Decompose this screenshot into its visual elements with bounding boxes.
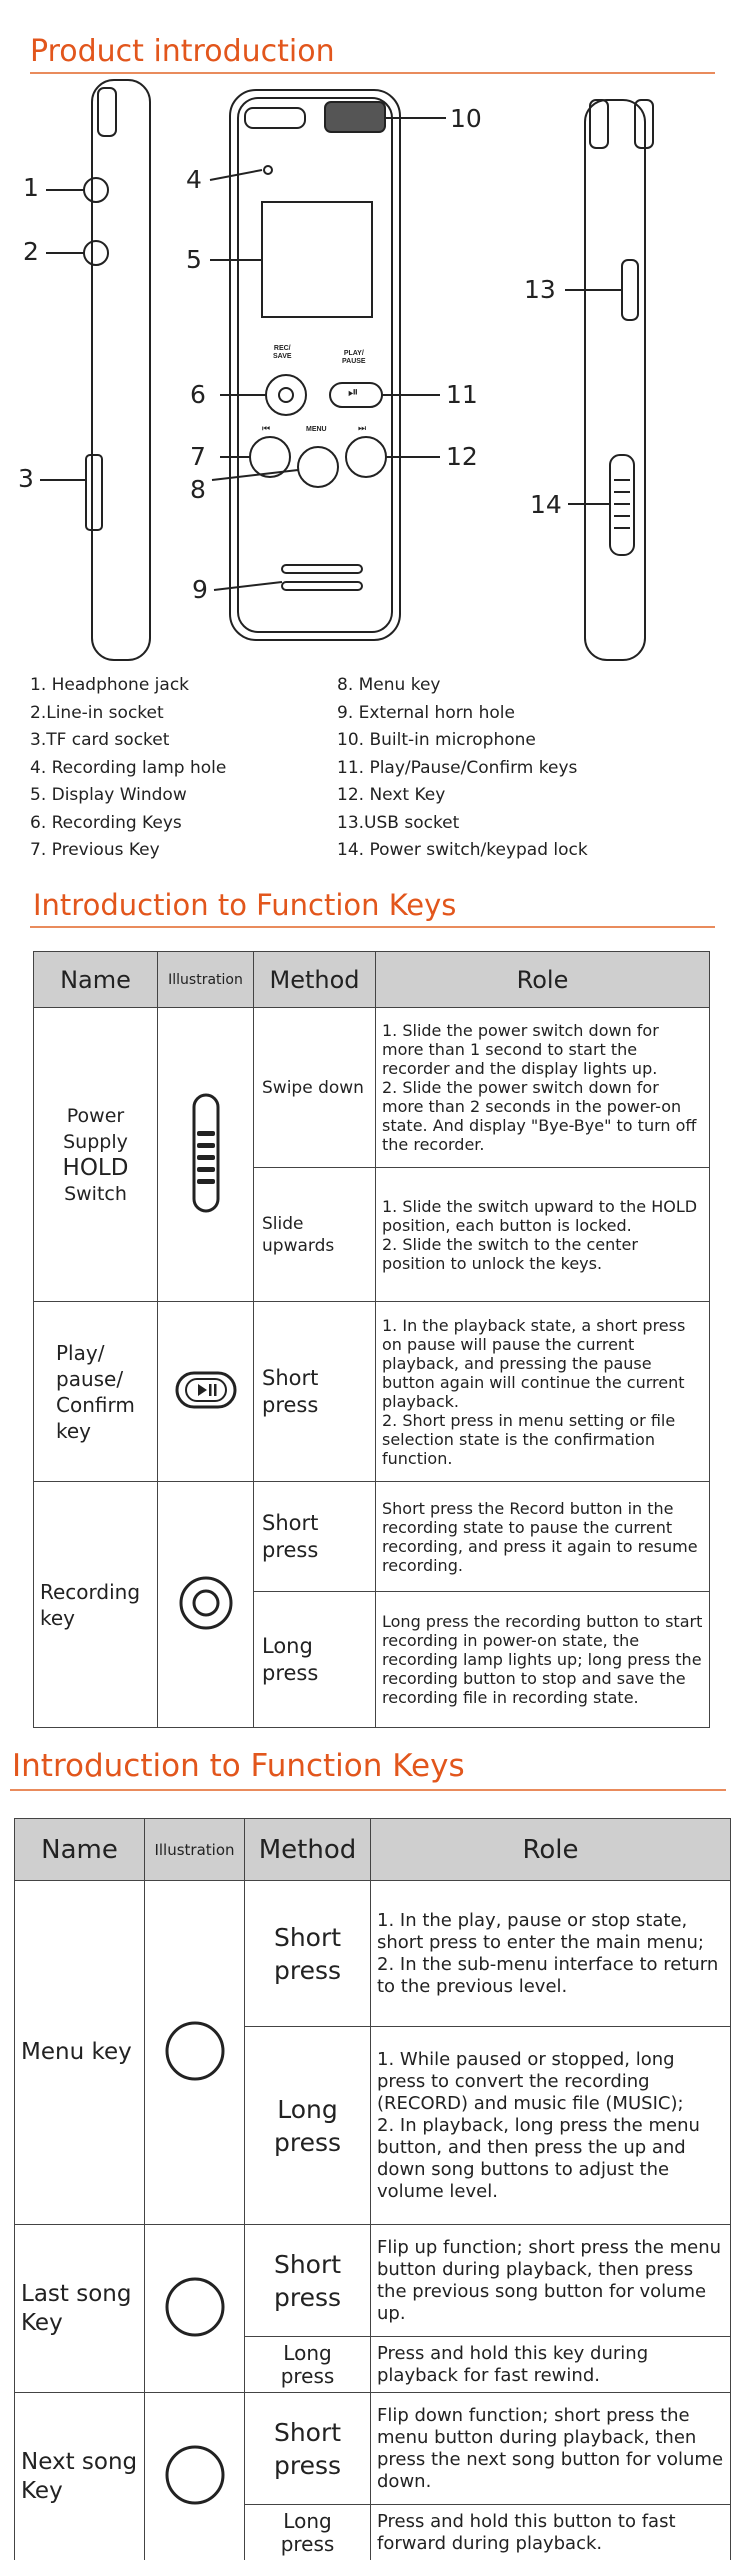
name-line: Power (66, 1104, 125, 1127)
name-menu-key: Menu key (15, 1881, 145, 2225)
method-short-press: Short press (245, 2225, 371, 2337)
next-button-icon (346, 437, 386, 477)
slide-switch-icon (186, 1093, 226, 1213)
callout-14: 14 (530, 490, 562, 519)
method-short-press: Short press (245, 1881, 371, 2027)
list-item: 7. Previous Key (30, 840, 160, 860)
role-last-short-press: Flip up function; short press the menu button during playback, then press the previous song button for volume up. (371, 2225, 731, 2337)
callout-6: 6 (190, 380, 206, 409)
callout-12: 12 (446, 442, 478, 471)
section-title-function-keys-2: Introduction to Function Keys (12, 1748, 465, 1784)
play-glyph: ⏯ (348, 384, 359, 399)
name-last-song-key: Last song Key (15, 2225, 145, 2393)
right-side-view (565, 100, 653, 660)
name-recording-key: Recording key (34, 1482, 158, 1728)
round-key-icon (163, 2275, 227, 2339)
list-item: 10. Built-in microphone (337, 730, 536, 750)
display-window-icon (262, 202, 372, 317)
table-row (34, 1008, 710, 1168)
role-play-short-press: 1. In the playback state, a short press on pause will pause the current playback, and pressing the pause button again will continue the current playback. 2. Short press in menu setting or file selection state is the confirmation function. (376, 1302, 710, 1482)
table-row (34, 1482, 710, 1592)
function-keys-table-2 (14, 1818, 731, 2560)
list-item: 2.Line-in socket (30, 702, 164, 723)
round-key-icon (163, 2019, 227, 2083)
menu-label: MENU (306, 426, 327, 433)
role-last-long-press: Press and hold this key during playback for fast rewind. (371, 2337, 731, 2393)
role-swipe-down: 1. Slide the power switch down for more than 1 second to start the recorder and the display lights up. 2. Slide the power switch down for more than 2 seconds in the power-on state. And display "Bye-Bye" to turn off the recorder. (376, 1008, 710, 1168)
tf-card-socket-icon (86, 455, 102, 530)
callout-9: 9 (192, 575, 208, 604)
illustration-cell (158, 1008, 254, 1302)
method-slide-upwards: Slide upwards (254, 1168, 376, 1302)
table-row (34, 1302, 710, 1482)
callout-5: 5 (186, 245, 202, 274)
parts-list-right (337, 672, 588, 865)
callout-1: 1 (23, 173, 39, 202)
name-line: Switch (64, 1182, 127, 1205)
product-diagram (0, 70, 740, 670)
header-role: Role (376, 952, 710, 1008)
method-short-press: Short press (254, 1302, 376, 1482)
list-item: 4. Recording lamp hole (30, 757, 227, 778)
illustration-cell (145, 2393, 245, 2560)
section-title-function-keys-1: Introduction to Function Keys (33, 888, 457, 922)
role-menu-long-press: 1. While paused or stopped, long press to convert the recording (RECORD) and music file (MUSIC); 2. In playback, long press the menu button, and then press the up and down song buttons to adjust the volume level. (371, 2027, 731, 2225)
callout-11: 11 (446, 380, 478, 409)
list-item: 6. Recording Keys (30, 812, 182, 833)
role-next-short-press: Flip down function; short press the menu button during playback, then press the next song button for volume down. (371, 2393, 731, 2505)
illustration-cell (145, 1881, 245, 2225)
external-horn-hole-icon (282, 565, 362, 573)
list-item: 12. Next Key (337, 785, 446, 805)
name-play-pause-confirm: Play/ pause/ Confirm key (34, 1302, 158, 1482)
front-view (210, 90, 446, 640)
role-record-long-press: Long press the recording button to start recording in power-on state, the recording lamp lights up; long press the recording button to stop and save the recording file in recording state. (376, 1592, 710, 1728)
callout-4: 4 (186, 165, 202, 194)
name-next-song-key: Next song Key (15, 2393, 145, 2560)
line-in-socket-icon (84, 241, 108, 265)
parts-list-left (30, 672, 226, 865)
speaker-slot-icon (245, 108, 305, 128)
rec-save-label: REC/ SAVE (273, 345, 292, 360)
list-item: 5. Display Window (30, 785, 187, 805)
callout-2: 2 (23, 237, 39, 266)
name-line: HOLD (62, 1154, 129, 1181)
header-illustration: Illustration (158, 952, 254, 1008)
name-line: Supply (63, 1130, 128, 1153)
list-item: 3.TF card socket (30, 730, 170, 750)
illustration-cell (158, 1302, 254, 1482)
list-item: 9. External horn hole (337, 702, 515, 723)
header-name: Name (34, 952, 158, 1008)
section-rule (30, 926, 715, 928)
callout-10: 10 (450, 104, 482, 133)
method-long-press: Long press (245, 2027, 371, 2225)
recording-lamp-hole-icon (264, 166, 272, 174)
play-pause-key-icon (174, 1370, 238, 1410)
table-row (15, 2393, 731, 2505)
role-slide-upwards: 1. Slide the switch upward to the HOLD position, each button is locked. 2. Slide the switch to the center position to unlock the keys. (376, 1168, 710, 1302)
record-key-icon (178, 1575, 234, 1631)
list-item: 11. Play/Pause/Confirm keys (337, 757, 578, 778)
name-power-switch (34, 1008, 158, 1302)
method-long-press: Long press (254, 1592, 376, 1728)
header-name: Name (15, 1819, 145, 1881)
usb-socket-icon (622, 260, 638, 320)
headphone-jack-icon (84, 178, 108, 202)
header-method: Method (254, 952, 376, 1008)
illustration-cell (158, 1482, 254, 1728)
menu-button-icon (298, 447, 338, 487)
left-side-view (40, 80, 150, 660)
list-item: 1. Headphone jack (30, 675, 190, 695)
device-drawings (0, 70, 740, 670)
next-glyph: ⏭ (358, 423, 367, 433)
table-row (15, 2225, 731, 2337)
section-rule (10, 1789, 726, 1791)
role-menu-short-press: 1. In the play, pause or stop state, short press to enter the main menu; 2. In the sub-menu interface to return to the previous level. (371, 1881, 731, 2027)
role-next-long-press: Press and hold this button to fast forward during playback. (371, 2505, 731, 2560)
method-short-press: Short press (245, 2393, 371, 2505)
table-row (15, 1881, 731, 2027)
header-illustration: Illustration (145, 1819, 245, 1881)
list-item: 13.USB socket (337, 812, 460, 833)
play-pause-label: PLAY/ PAUSE (342, 350, 366, 365)
callout-8: 8 (190, 475, 206, 504)
method-long-press: Long press (245, 2337, 371, 2393)
table-header-row (34, 952, 710, 1008)
method-swipe-down: Swipe down (254, 1008, 376, 1168)
callout-13: 13 (524, 275, 556, 304)
header-role: Role (371, 1819, 731, 1881)
table-header-row (15, 1819, 731, 1881)
callout-3: 3 (18, 464, 34, 493)
section-title-product-introduction: Product introduction (30, 34, 335, 69)
round-key-icon (163, 2443, 227, 2507)
microphone-grille-icon (325, 102, 385, 132)
callout-7: 7 (190, 442, 206, 471)
record-button-icon (266, 375, 306, 415)
method-long-press: Long press (245, 2505, 371, 2560)
method-short-press: Short press (254, 1482, 376, 1592)
illustration-cell (145, 2225, 245, 2393)
list-item: 8. Menu key (337, 675, 441, 695)
function-keys-table-1 (33, 951, 710, 1728)
header-method: Method (245, 1819, 371, 1881)
role-record-short-press: Short press the Record button in the recording state to pause the current recording, and press it again to resume recording. (376, 1482, 710, 1592)
list-item: 14. Power switch/keypad lock (337, 840, 588, 860)
prev-glyph: ⏮ (262, 423, 271, 433)
